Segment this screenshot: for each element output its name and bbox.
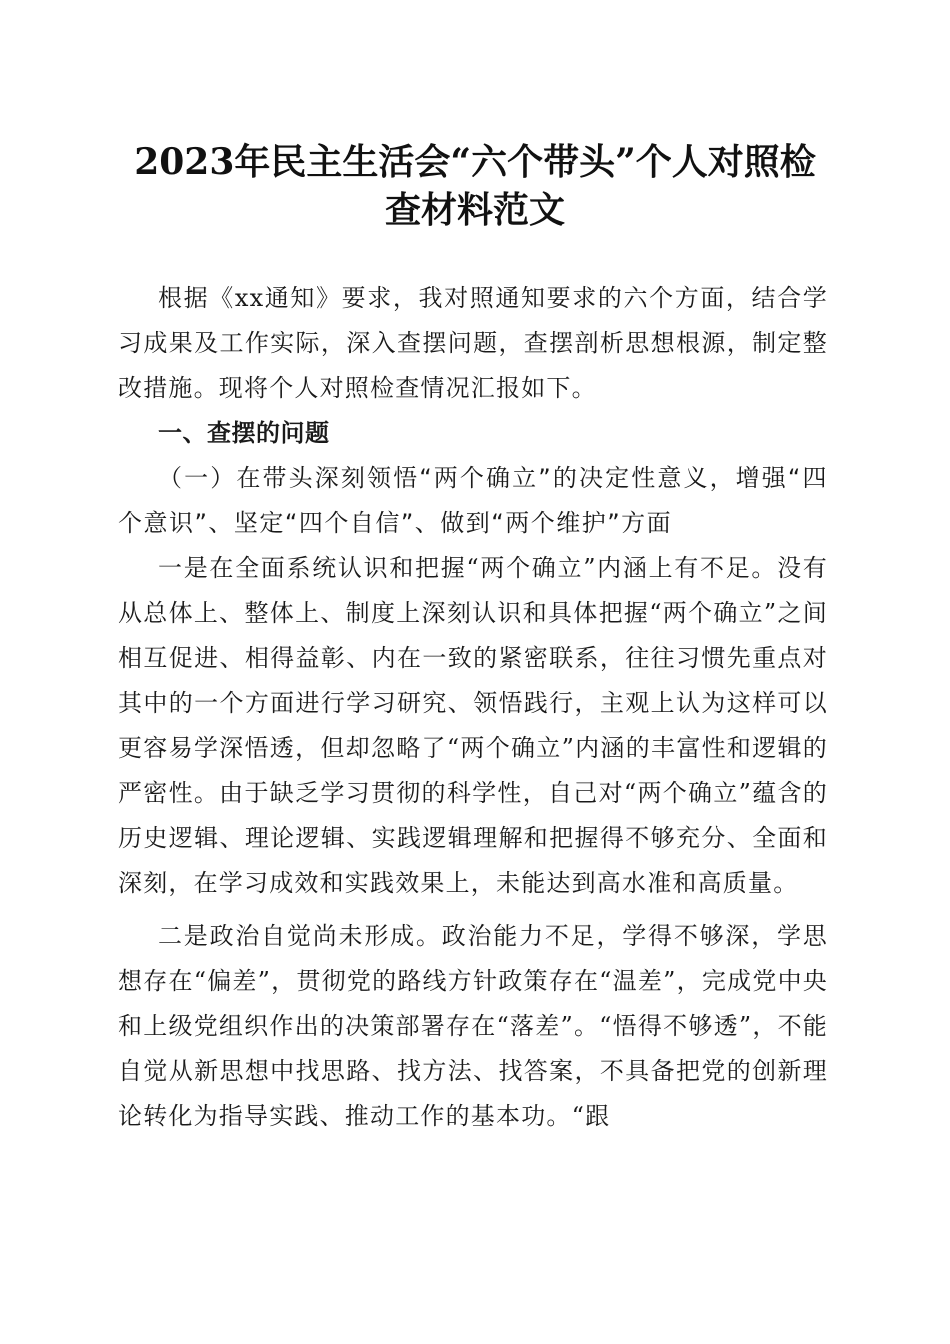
subsection-heading: （一）在带头深刻领悟“两个确立”的决定性意义，增强“四个意识”、坚定“四个自信”、做到“两个维护”方面: [118, 464, 828, 537]
document-title: [100, 138, 850, 234]
intro-paragraph: 根据《xx通知》要求，我对照通知要求的六个方面，结合学习成果及工作实际，深入查摆问题，查摆剖析思想根源，制定整改措施。现将个人对照检查情况汇报如下。: [118, 284, 828, 402]
body-paragraph-2: 二是政治自觉尚未形成。政治能力不足，学得不够深，学思想存在“偏差”，贯彻党的路线方针政策存在“温差”，完成党中央和上级党组织作出的决策部署存在“落差”。“悟得不够透”，不能自觉从新思想中找思路、找方法、找答案，不具备把党的创新理论转化为指导实践、推动工作的基本功。“跟: [118, 922, 828, 1130]
section-heading: 一、查摆的问题: [158, 419, 330, 447]
title-line-1: 2023年民主生活会“六个带头”个人对照检: [134, 141, 816, 183]
title-line-2: 查材料范文: [384, 189, 565, 231]
body-paragraph-1: 一是在全面系统认识和把握“两个确立”内涵上有不足。没有从总体上、整体上、制度上深刻认识和具体把握“两个确立”之间相互促进、相得益彰、内在一致的紧密联系，往往习惯先重点对其中的一个方面进行学习研究、领悟践行，主观上认为这样可以更容易学深悟透，但却忽略了“两个确立”内涵的丰富性和逻辑的严密性。由于缺乏学习贯彻的科学性，自己对“两个确立”蕴含的历史逻辑、理论逻辑、实践逻辑理解和把握得不够充分、全面和深刻，在学习成效和实践效果上，未能达到高水准和高质量。: [118, 554, 828, 897]
document-body: [118, 276, 828, 1139]
paragraph-gap: [118, 906, 828, 914]
